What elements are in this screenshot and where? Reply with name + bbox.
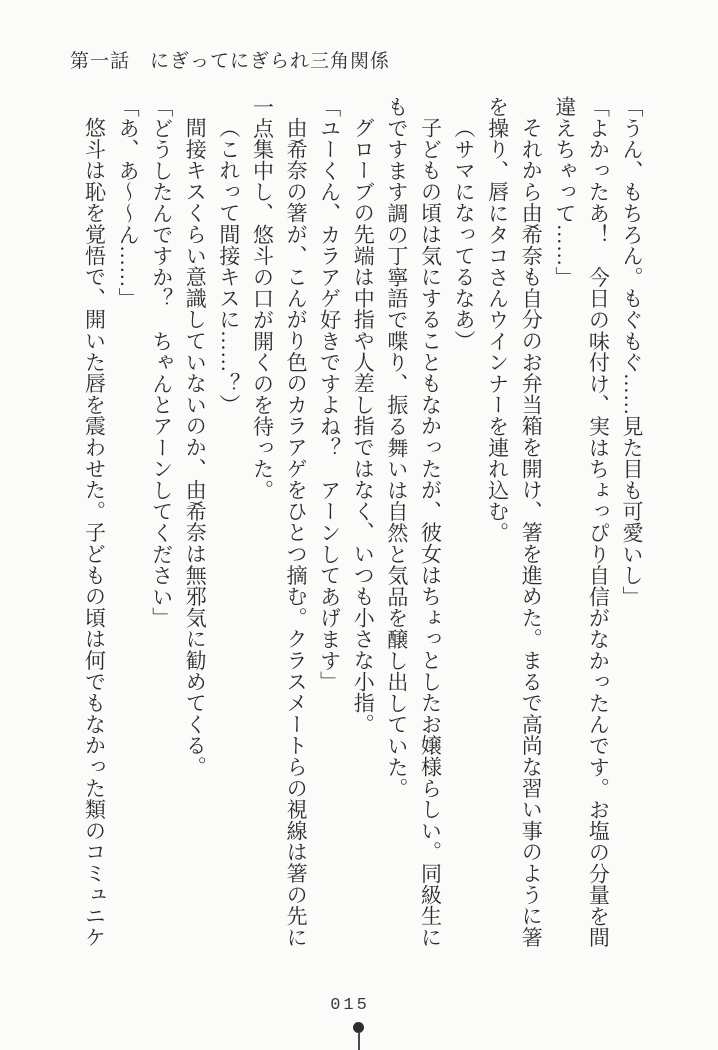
text-line: 子どもの頃は気にすることもなかったが、彼女はちょっとしたお嬢様らしい。同級生に xyxy=(418,117,443,948)
text-line: 由希奈の箸が、こんがり色のカラアゲをひとつ摘む。クラスメートらの視線は箸の先に xyxy=(284,117,309,948)
text-line: （これって間接キスに……？） xyxy=(216,117,241,416)
marker-line xyxy=(358,1032,360,1050)
text-line: 「うん、もちろん。もぐもぐ……見た目も可愛いし」 xyxy=(620,96,644,608)
page-marker-ornament xyxy=(352,1022,366,1050)
text-line: それから由希奈も自分のお弁当箱を開け、箸を進めた。まるで高尚な習い事のように箸 xyxy=(519,117,544,948)
text-line: 違えちゃって……」 xyxy=(552,96,577,288)
text-line: を操り、唇にタコさんウインナーを連れ込む。 xyxy=(485,96,510,544)
text-line: 「あ、あ〜〜ん……」 xyxy=(116,96,141,309)
text-line: 「ユーくん、カラアゲ好きですよね？ アーンしてあげます」 xyxy=(317,96,342,693)
text-line: 悠斗は恥を覚悟で、開いた唇を震わせた。子どもの頃は何でもなかった類のコミュニケ xyxy=(82,117,107,948)
text-body xyxy=(77,96,648,958)
text-line: グローブの先端は中指や人差し指ではなく、いつも小さな小指。 xyxy=(351,117,376,735)
text-line: 間接キスくらい意識していないのか、由希奈は無邪気に勧めてくる。 xyxy=(183,117,208,778)
text-line: 「どうしたんですか？ ちゃんとアーンしてください」 xyxy=(149,96,174,629)
text-line: もですます調の丁寧語で喋り、振る舞いは自然と気品を醸し出していた。 xyxy=(384,96,409,799)
text-line: 一点集中し、悠斗の口が開くのを待った。 xyxy=(250,96,275,501)
text-line: 「よかったあ！ 今日の味付け、実はちょっぴり自信がなかったんです。お塩の分量を間 xyxy=(586,96,611,948)
text-line: （サマになってるなあ） xyxy=(452,117,477,352)
page-number: 015 xyxy=(330,996,370,1015)
chapter-header: 第一話 にぎってにぎられ三角関係 xyxy=(70,51,391,72)
